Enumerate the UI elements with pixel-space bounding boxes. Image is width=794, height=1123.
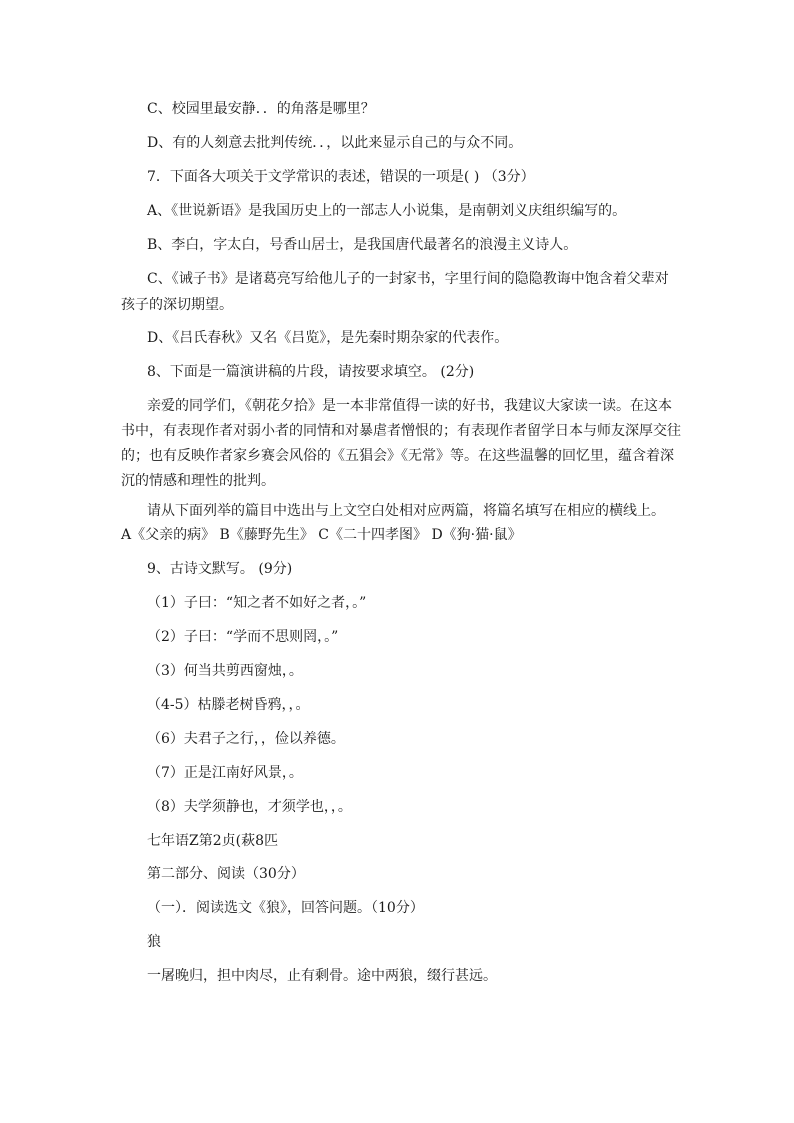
question-7-stem: 7．下面各大项关于文学常识的表述，错误的一项是( ) （3分） [147, 169, 535, 185]
page-footer-note: 七年语Z第2贞(萩8匹 [147, 833, 279, 849]
question-7-option-b: B、李白，字太白，号香山居士，是我国唐代最著名的浪漫主义诗人。 [147, 237, 578, 253]
speech-paragraph-line-1: 亲爱的同学们，《朝花夕拾》是一本非常值得一读的好书，我建议大家读一读。在这本 [147, 398, 672, 414]
question-7-option-c: C、《诫子书》是诸葛亮写给他儿子的一封家书，字里行间的隐隐教诲中饱含着父辈对 [147, 271, 669, 287]
poem-item-6: （6）夫君子之行，，俭以养德。 [147, 731, 345, 747]
speech-paragraph-line-3: 的；也有反映作者家乡赛会风俗的《五猖会》《无常》等。在这些温馨的回忆里，蕴含着深 [121, 448, 674, 464]
question-9-stem: 9、古诗文默写。 (9分) [147, 561, 293, 577]
question-7-option-d: D、《吕氏春秋》又名《吕览》，是先秦时期杂家的代表作。 [147, 330, 509, 346]
question-6-option-c: C、校园里最安静．．的角落是哪里？ [147, 101, 375, 117]
section-2-heading: 第二部分、阅读（30分） [147, 866, 305, 882]
poem-item-3: （3）何当共剪西窗烛，。 [147, 663, 303, 679]
question-7-option-c-continued: 孩子的深切期望。 [121, 297, 233, 313]
passage-title: 狼 [147, 934, 161, 950]
poem-item-8: （8）夫学须静也，才须学也，，。 [147, 799, 352, 815]
poem-item-2: （2）子曰：“学而不思则罔，。” [147, 629, 339, 645]
poem-item-1: （1）子曰：“知之者不如好之者，。” [147, 595, 367, 611]
question-6-option-d: D、有的人刻意去批判传统．．，以此来显示自己的与众不同。 [147, 135, 523, 151]
question-8-stem: 8、下面是一篇演讲稿的片段，请按要求填空。 (2分) [147, 364, 475, 380]
poem-item-7: （7）正是江南好风景，。 [147, 765, 303, 781]
question-8-instruction: 请从下面列举的篇目中选出与上文空白处相对应两篇，将篇名填写在相应的横线上。 [147, 503, 665, 519]
question-7-option-a: A、《世说新语》是我国历史上的一部志人小说集，是南朝刘义庆组织编写的。 [147, 203, 627, 219]
speech-paragraph-line-2: 书中，有表现作者对弱小者的同情和对暴虐者憎恨的；有表现作者留学日本与师友深厚交往 [121, 423, 681, 439]
speech-paragraph-line-4: 沉的情感和理性的批判。 [121, 473, 275, 489]
question-8-choices: A《父亲的病》 B《藤野先生》 C《二十四孝图》 D《狗·猫·鼠》 [121, 527, 522, 543]
reading-1-stem: （一）．阅读选文《狼》，回答问题。（10分） [147, 900, 424, 916]
passage-first-line: 一屠晚归，担中肉尽，止有剩骨。途中两狼，缀行甚远。 [147, 968, 497, 984]
poem-item-4-5: （4-5）枯滕老树昏鸦，，。 [147, 697, 310, 713]
